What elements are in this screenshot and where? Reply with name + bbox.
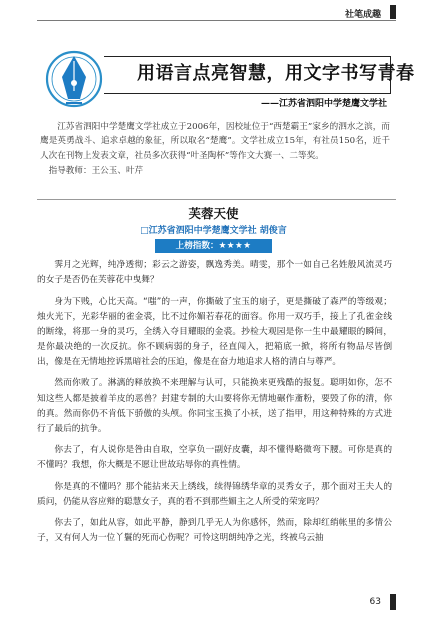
header-marker-bar <box>390 5 396 19</box>
advisor-line: 指导教师：王公玉、叶芹 <box>48 166 144 177</box>
section-divider <box>37 199 396 200</box>
club-intro <box>40 120 390 179</box>
recommendation-badge <box>155 239 272 253</box>
intro-paragraph: 江苏省泗阳中学楚鹰文学社成立于2006年，因校址位于“西楚霸王”家乡的泗水之滨，而鹰是英勇战斗、追求卓越的象征，所以取名“楚鹰”。文学社成立15年，有社员150名，近千人次在刊物上发表文章，社员多次获得“叶圣陶杯”等作文大赛一、二等奖。 <box>40 122 390 161</box>
column-title: 用语言点亮智慧，用文字书写青春 <box>137 63 415 84</box>
article-author: □江苏省泗阳中学楚鹰文学社 胡俊言 <box>140 226 287 236</box>
article-paragraph: 你是真的不懂吗？那个能拈来天上绣线，续得锦绣华章的灵秀女子，那个面对王夫人的质问，仍能从容应辩的聪慧女子，真的看不到那些媚主之人所受的荣宠吗？ <box>37 481 392 507</box>
article-paragraph: 你去了，如此从容，如此平静，静到几乎无人为你感怀，然而，除却红绡帐里的多情公子，又有何人为一位丫鬟的死而心伤呢？可怜这明朗纯净之光，终被乌云抽 <box>37 518 392 544</box>
column-subtitle: ——江苏省泗阳中学楚鹰文学社 <box>260 99 387 109</box>
article-body <box>37 258 392 553</box>
header-rule <box>37 20 396 21</box>
footer-marker-bar <box>390 594 396 610</box>
star-rating: ★★★★ <box>218 241 252 251</box>
article-paragraph: 身为下贱，心比天高。“嗤”的一声，你撕破了宝玉的扇子，更是撕破了森严的等级观；烛火光下，光彩华丽的雀金裘，比不过你媚若春花的面容。你用一双巧手，接上了孔雀金线的断缘，将那一身的灵巧，全绣入夺目耀眼的金裘。抄检大观园是你一生中最耀眼的瞬间，是你最决绝的一次反抗。你不顾病弱的身子，径直闯入，把箱底一掀，将所有物品尽皆倒出，像是在无情地控诉黑暗社会的压迫，像是在奋力地追求人格的清白与尊严。 <box>37 296 392 367</box>
article-paragraph: 然而你败了。淋漓的释放换不来理解与认可，只能换来更残酷的报复。聪明如你，怎不知这些人都是披着羊皮的恶兽？封建专制的大山要将你无情地碾作齑粉，要毁了你的清，你的真。然而你仍不肯低下骄傲的头颅。你同宝玉换了小袄，送了指甲，用这种特殊的方式进行了最后的抗争。 <box>37 378 392 434</box>
article-paragraph: 霁月之光辉，纯净透彻；彩云之游姿，飘逸秀美。晴雯，那个一如自己名姓般风流灵巧的女子是否仍在芙蓉花中曳舞？ <box>37 260 392 286</box>
section-tag: 社笔成趣 <box>344 10 381 20</box>
article-paragraph: 你去了，有人说你是咎由自取，空享负一副好皮囊，却不懂得略微弯下腰。可你是真的不懂吗？我想，你大概是不愿让世故玷辱你的真性情。 <box>37 445 392 471</box>
recommendation-label: 上榜指数： <box>175 241 219 251</box>
article-title: 芙蓉天使 <box>188 206 239 221</box>
page-number: 63 <box>369 597 381 607</box>
pen-nib-logo-icon <box>44 47 108 111</box>
